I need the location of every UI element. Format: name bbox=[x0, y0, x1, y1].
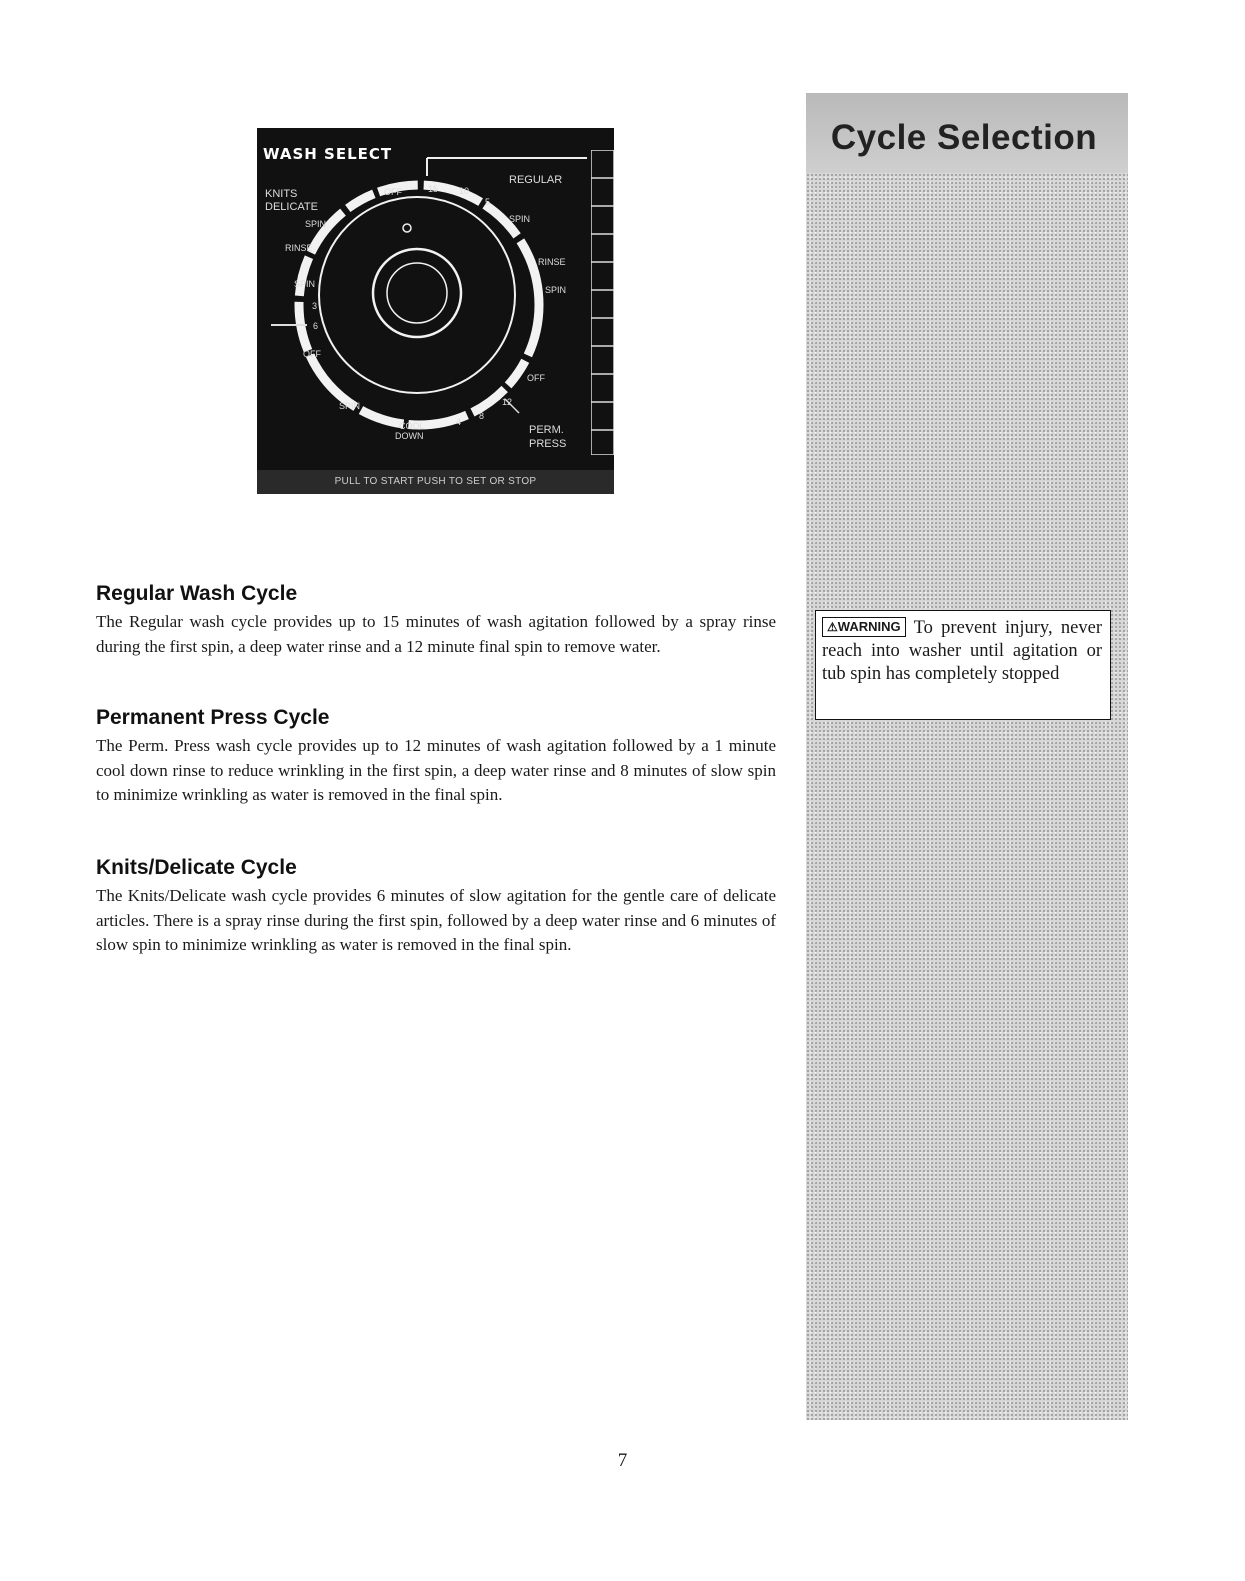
label-6: 6 bbox=[313, 321, 319, 331]
wash-select-panel-illustration bbox=[257, 128, 614, 494]
label-press: PRESS bbox=[529, 438, 567, 450]
panel-instruction-text: PULL TO START PUSH TO SET OR STOP bbox=[334, 476, 537, 487]
label-spin-left-3: SPIN bbox=[339, 401, 361, 411]
sidebar-title: Cycle Selection bbox=[830, 118, 1098, 157]
label-off-right: OFF bbox=[527, 373, 545, 383]
section-permanent-press bbox=[96, 706, 776, 808]
label-regular: REGULAR bbox=[509, 174, 563, 186]
section-body: The Regular wash cycle provides up to 15 minutes of wash agitation followed by a spray rinse during the first spin, a deep water rinse and a 12 minute final spin to remove water. bbox=[96, 612, 776, 656]
label-knits: KNITS bbox=[265, 188, 298, 200]
label-4: 4 bbox=[456, 417, 462, 427]
warning-triangle-icon: ⚠ bbox=[827, 620, 838, 634]
label-12: 12 bbox=[502, 397, 513, 407]
warning-box bbox=[815, 610, 1111, 720]
label-down: DOWN bbox=[395, 431, 424, 441]
section-knits-delicate bbox=[96, 856, 776, 958]
label-perm: PERM. bbox=[529, 424, 564, 436]
label-10: 10 bbox=[459, 186, 470, 196]
panel-title: WASH SELECT bbox=[263, 145, 393, 163]
label-spin-right-2: SPIN bbox=[545, 285, 567, 295]
label-spin-left-1: SPIN bbox=[305, 219, 327, 229]
label-off-left: OFF bbox=[303, 349, 321, 359]
section-body: The Knits/Delicate wash cycle provides 6 minutes of slow agitation for the gentle care of delicate articles. There is a spray rinse during the first spin, followed by a deep water rinse and 6 minutes of slow spin to minimize wrinkling as water is removed in the final spin. bbox=[96, 886, 776, 954]
label-spin-left-2: SPIN bbox=[294, 279, 316, 289]
label-rinse-right: RINSE bbox=[538, 257, 566, 267]
page-number: 7 bbox=[617, 1450, 628, 1471]
section-heading: Regular Wash Cycle bbox=[96, 582, 298, 605]
section-heading: Permanent Press Cycle bbox=[96, 706, 330, 729]
label-15: 15 bbox=[428, 184, 439, 194]
tick-ladder-graphic bbox=[591, 150, 614, 455]
warning-label-text: WARNING bbox=[837, 619, 901, 634]
sidebar-shaded-column bbox=[806, 93, 1128, 1420]
label-delicate: DELICATE bbox=[265, 201, 318, 213]
label-cool: COOL bbox=[399, 421, 425, 431]
label-3: 3 bbox=[312, 301, 318, 311]
label-8: 8 bbox=[479, 411, 485, 421]
warning-text: To prevent injury, never reach into washer until agitation or tub spin has completely stopped bbox=[822, 618, 1102, 684]
label-rinse-left: RINSE bbox=[285, 243, 313, 253]
section-body: The Perm. Press wash cycle provides up to 12 minutes of wash agitation followed by a 1 minute cool down rinse to reduce wrinkling in the first spin, a deep water rinse and 8 minutes of slow spin to minimize wrinkling as water is removed in the final spin. bbox=[96, 736, 776, 804]
section-regular-wash bbox=[96, 582, 776, 659]
label-spin-right-1: SPIN bbox=[509, 214, 531, 224]
section-heading: Knits/Delicate Cycle bbox=[96, 856, 297, 879]
warning-label bbox=[822, 617, 906, 637]
label-5: 5 bbox=[485, 197, 491, 207]
label-off-top: OFF bbox=[384, 187, 402, 197]
